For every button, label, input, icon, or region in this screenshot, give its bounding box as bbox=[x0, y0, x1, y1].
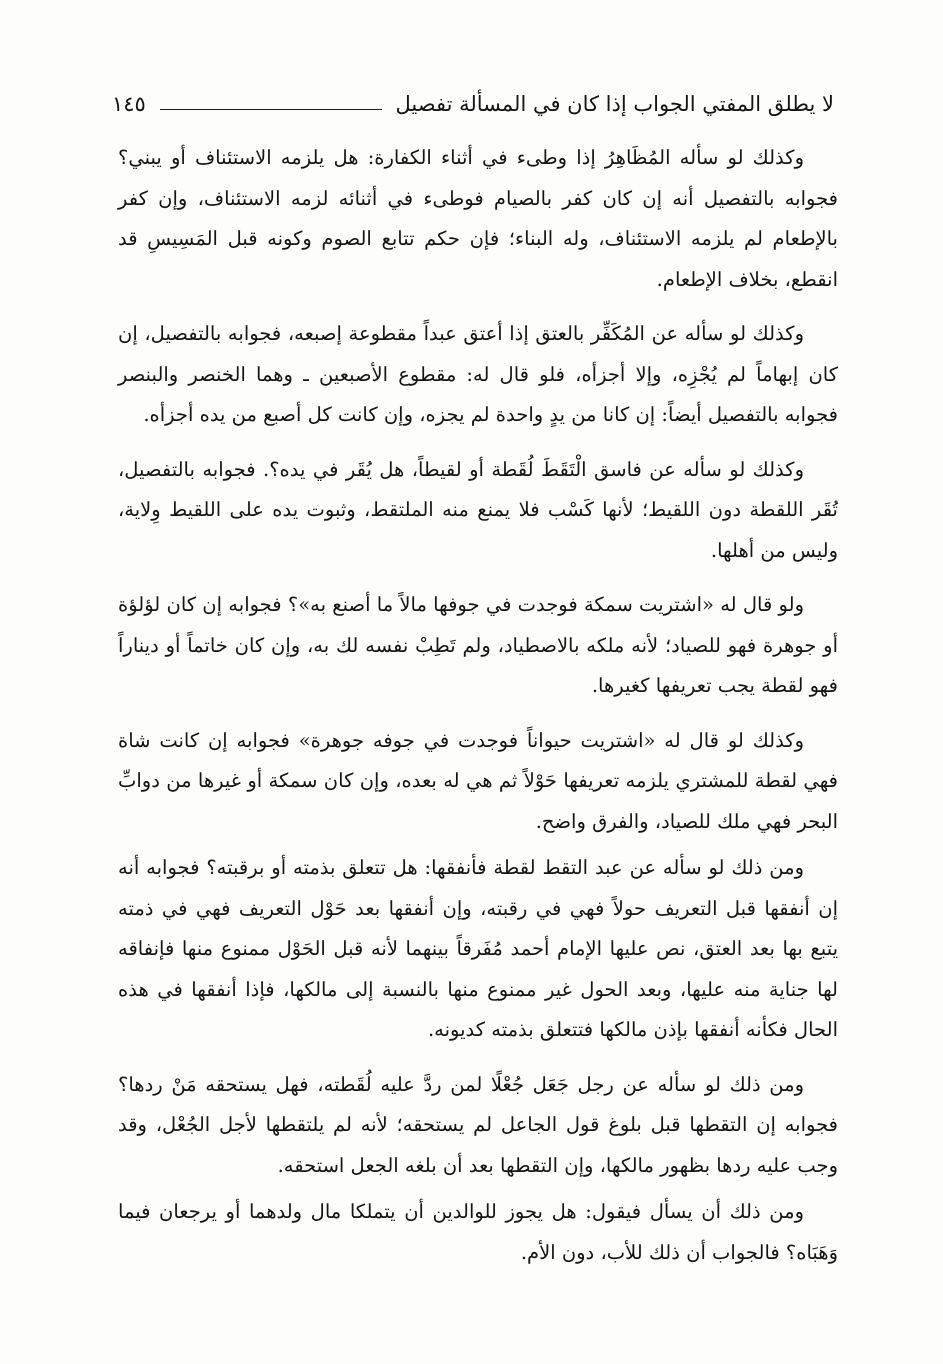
header-rule bbox=[160, 109, 382, 110]
page-header bbox=[112, 84, 834, 124]
paragraph-hayawan: وكذلك لو قال له «اشتريت حيواناً فوجدت في جوفه جوهرة» فجوابه إن كانت شاة فهي لقطة للمشتري يلزمه تعريفها حَوْلاً ثم هي له بعده، وإن كان سمكة أو غيرها من دوابِّ البحر فهي ملك للصياد، والفرق واضح. bbox=[118, 728, 838, 833]
paragraph-jual: ومن ذلك لو سأله عن رجل جَعَل جُعْلًا لمن ردَّ عليه لُقَطته، فهل يستحقه مَنْ ردها؟ فجوابه إن التقطها قبل بلوغ قول الجاعل لم يستحقه؛ لأنه لم يلتقطها لأجل الجُعْل، وقد وجب عليه ردها بظهور مالكها، وإن التقطها بعد أن بلغه الجعل استحقه. bbox=[118, 1072, 838, 1177]
paragraph-walidayn: ومن ذلك أن يسأل فيقول: هل يجوز للوالدين أن يتملكا مال ولدهما أو يرجعان فيما وَهَبَاه؟ فالجواب أن ذلك للأب، دون الأم. bbox=[118, 1200, 838, 1264]
page-body bbox=[118, 138, 838, 1287]
running-title: لا يطلق المفتي الجواب إذا كان في المسألة تفصيل bbox=[395, 92, 834, 116]
paragraph-zihar: وكذلك لو سأله المُظَاهِرُ إذا وطىء في أثناء الكفارة: هل يلزمه الاستئناف أو يبني؟ فجوابه بالتفصيل أنه إن كان كفر بالصيام فوطىء في أثنائه لزمه الاستئناف، وإن كفر بالإطعام لم يلزمه الاستئناف، وله البناء؛ فإن حكم تتابع الصوم وكونه قبل المَسِيسِ قد انقطع، بخلاف الإطعام. bbox=[118, 146, 838, 291]
page-number: ١٤٥ bbox=[112, 92, 146, 116]
paragraph-abd-luqata: ومن ذلك لو سأله عن عبد التقط لقطة فأنفقها: هل تتعلق بذمته أو برقبته؟ فجوابه أنه إن أنفقها قبل التعريف حولاً فهي في رقبته، وإن أنفقها بعد حَوْل التعريف فهي في ذمته يتبع بها بعد العتق، نص عليها الإمام أحمد مُفَرقاً بينهما لأنه قبل الحَوْل ممنوع منها فإنفاقه لها جناية منه عليها، وبعد الحول غير ممنوع منها بالنسبة إلى مالكها، فإذا أنفقها في هذه الحال فكأنه أنفقها بإذن مالكها فتتعلق بذمته كديونه. bbox=[118, 856, 838, 1041]
paragraph-samaka: ولو قال له «اشتريت سمكة فوجدت في جوفها مالاً ما أصنع به»؟ فجوابه إن كان لؤلؤة أو جوهرة فهو للصياد؛ لأنه ملكه بالاصطياد، ولم تَطِبْ نفسه لك به، وإن كان خاتماً أو ديناراً فهو لقطة يجب تعريفها كغيرها. bbox=[118, 593, 838, 697]
paragraph-fasiq-luqata: وكذلك لو سأله عن فاسق الْتَقَطَ لُقَطة أو لقيطاً، هل يُقَر في يده؟. فجوابه بالتفصيل، تُقَر اللقطة دون اللقيط؛ لأنها كَسْب فلا يمنع منه الملتقط، وثبوت يده على اللقيط وِلاية، وليس من أهلها. bbox=[118, 457, 838, 562]
paragraph-mukaffir-itq: وكذلك لو سأله عن المُكَفِّر بالعتق إذا أعتق عبداً مقطوعة إصبعه، فجوابه بالتفصيل، إن كان إبهاماً لم يُجْزِه، وإلا أجزأه، فلو قال له: مقطوع الأصبعين ـ وهما الخنصر والبنصر فجوابه بالتفصيل أيضاً: إن كانا من يدٍ واحدة لم يجزه، وإن كانت كل أصبع من يده أجزأه. bbox=[118, 322, 838, 426]
